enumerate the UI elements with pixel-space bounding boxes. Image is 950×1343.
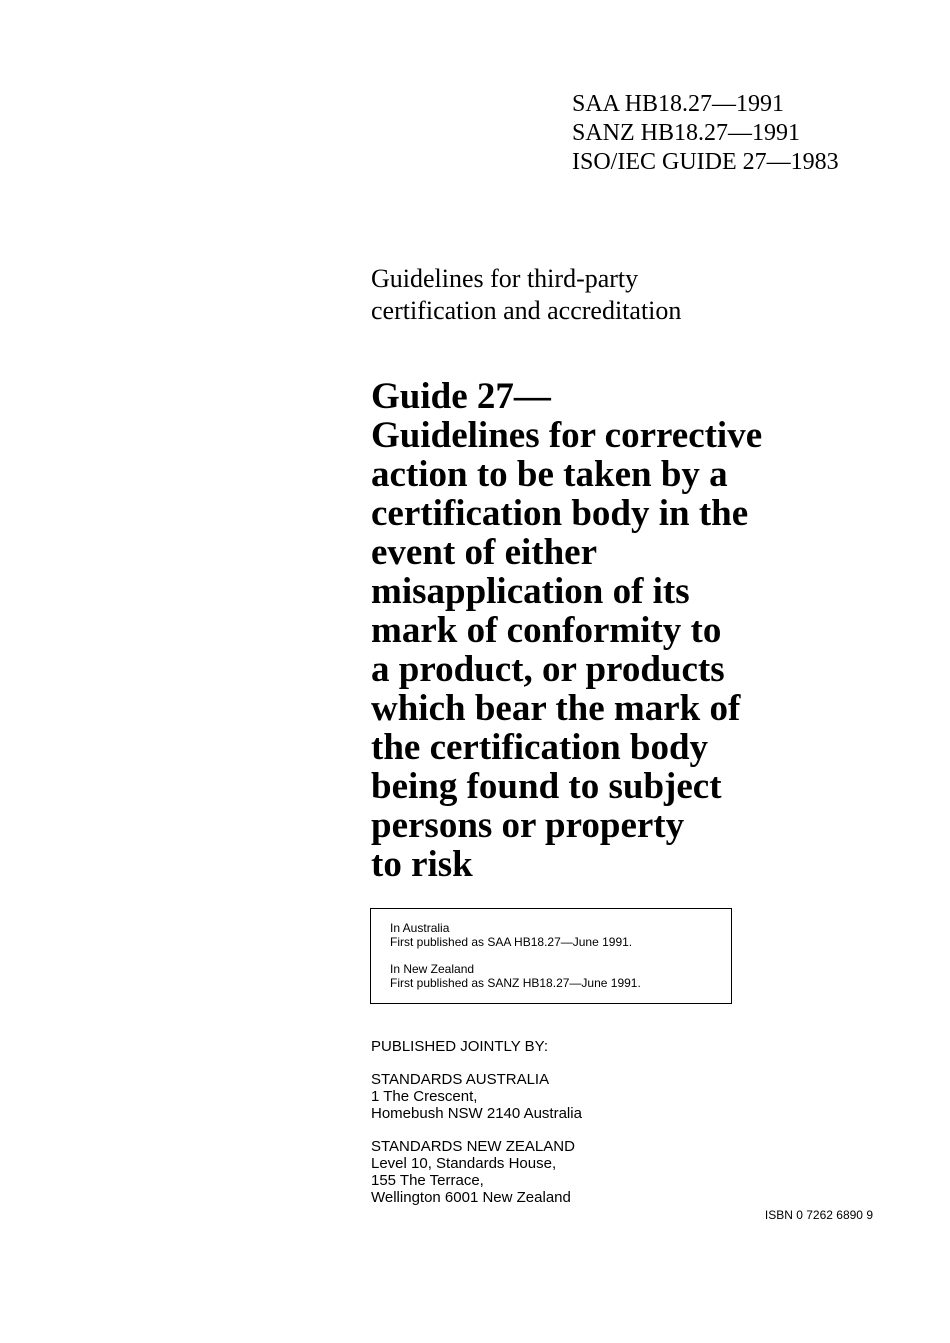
title-line: mark of conformity to [371, 610, 722, 651]
title-line: event of either [371, 532, 598, 573]
designation-iso: ISO/IEC GUIDE 27—1983 [572, 149, 839, 175]
isbn-number: ISBN 0 7262 6890 9 [764, 1208, 873, 1222]
title-line: Guide 27— [371, 376, 551, 417]
series-title-line: certification and accreditation [371, 296, 682, 325]
publisher-name: STANDARDS AUSTRALIA [371, 1071, 550, 1088]
series-title-line: Guidelines for third-party [371, 264, 639, 293]
publication-region-label: In New Zealand [390, 962, 475, 976]
title-line: a product, or products [371, 649, 725, 690]
designation-sanz: SANZ HB18.27—1991 [572, 120, 801, 146]
publication-entry-new-zealand [390, 962, 731, 990]
publisher-name: STANDARDS NEW ZEALAND [371, 1138, 575, 1155]
title-line: misapplication of its [371, 571, 690, 612]
series-title [371, 263, 681, 327]
publication-region-label: In Australia [390, 921, 450, 935]
publication-note: First published as SAA HB18.27—June 1991. [390, 935, 633, 949]
publication-history-box [370, 908, 732, 1004]
publishers-block [371, 1038, 582, 1222]
title-line: Guidelines for corrective [371, 415, 763, 456]
title-line: to risk [371, 844, 473, 885]
publisher-address-line: Wellington 6001 New Zealand [371, 1189, 571, 1206]
title-line: being found to subject [371, 766, 722, 807]
publisher-address-line: 155 The Terrace, [371, 1172, 484, 1189]
publisher-standards-new-zealand [371, 1138, 582, 1206]
title-line: action to be taken by a [371, 454, 728, 495]
designation-saa: SAA HB18.27—1991 [572, 91, 785, 117]
title-line: the certification body [371, 727, 709, 768]
publication-note: First published as SANZ HB18.27—June 1991. [390, 976, 641, 990]
publisher-standards-australia [371, 1071, 582, 1122]
publisher-address-line: 1 The Crescent, [371, 1088, 478, 1105]
standard-designations [572, 90, 839, 177]
document-title [371, 377, 762, 884]
title-line: certification body in the [371, 493, 749, 534]
publishers-heading: PUBLISHED JOINTLY BY: [371, 1038, 549, 1055]
publication-entry-australia [390, 921, 731, 949]
publisher-address-line: Level 10, Standards House, [371, 1155, 557, 1172]
publisher-address-line: Homebush NSW 2140 Australia [371, 1105, 582, 1122]
title-line: which bear the mark of [371, 688, 741, 729]
title-line: persons or property [371, 805, 685, 846]
